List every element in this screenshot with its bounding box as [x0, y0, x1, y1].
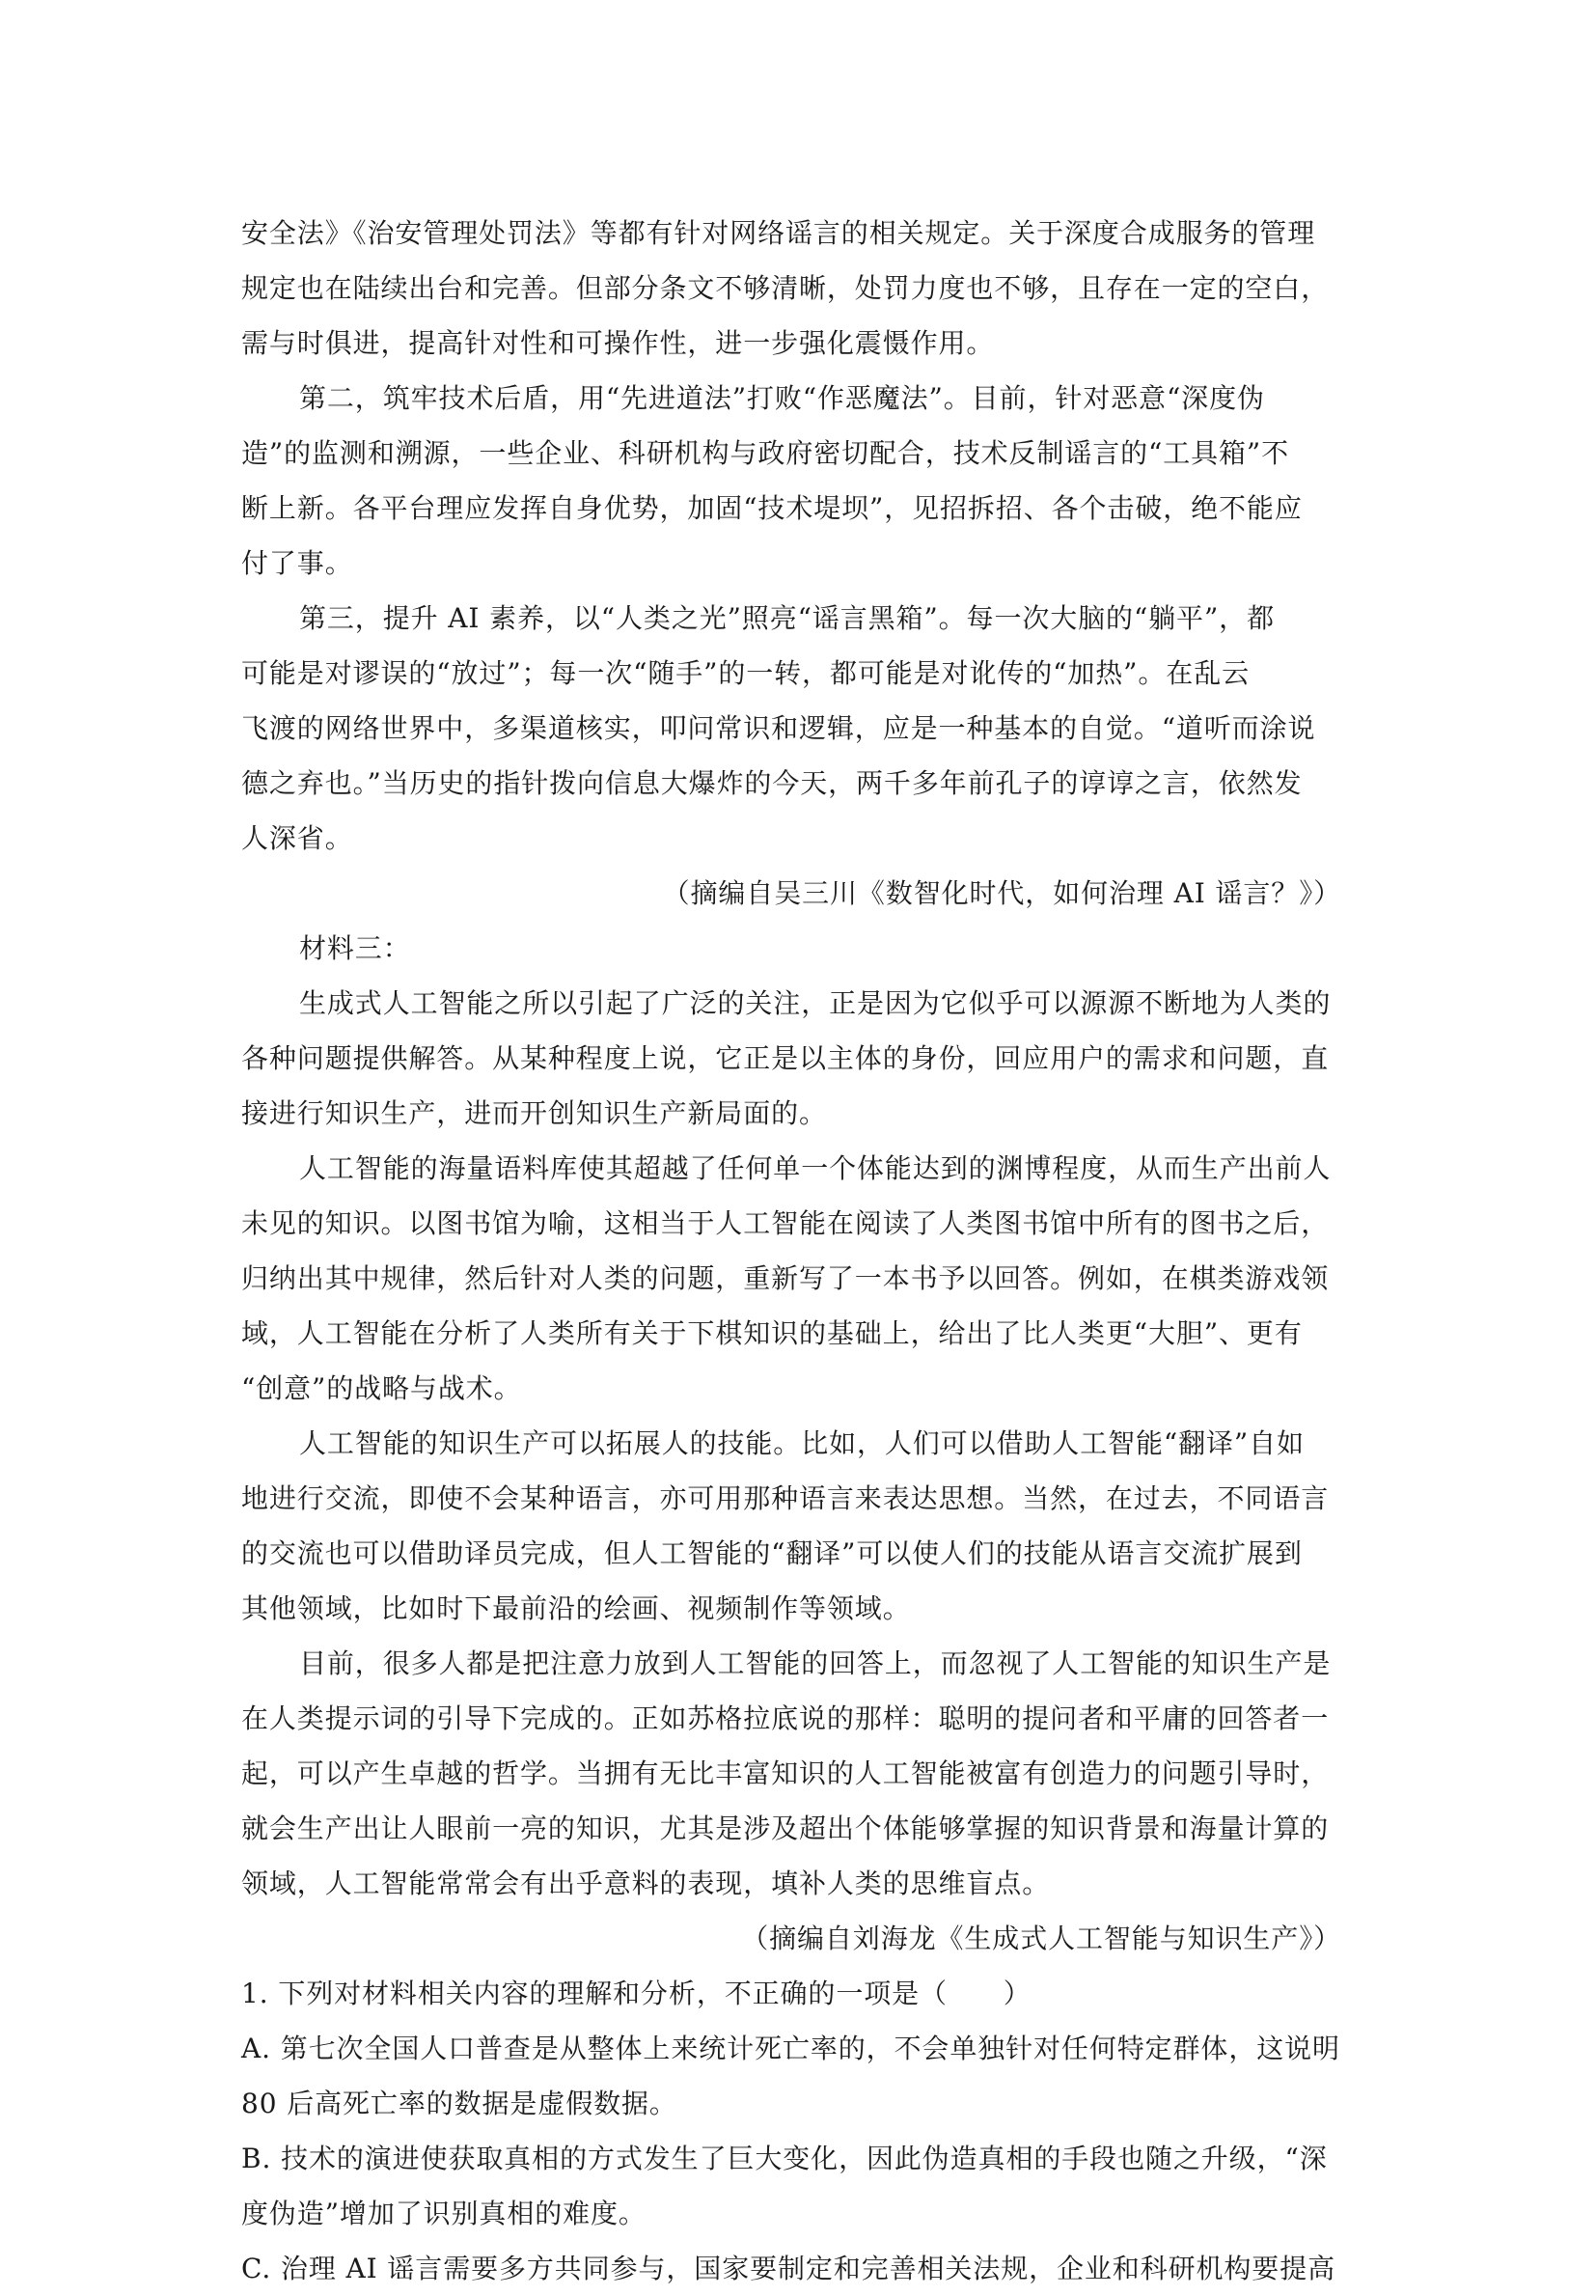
text-line: 规定也在陆续出台和完善。但部分条文不够清晰，处罚力度也不够，且存在一定的空白，: [241, 272, 1330, 304]
text-line: 可能是对谬误的“放过”；每一次“随手”的一转，都可能是对讹传的“加热”。在乱云: [241, 657, 1250, 689]
source-citation: （摘编自刘海龙《生成式人工智能与知识生产》）: [741, 1923, 1341, 1954]
text-line: 的交流也可以借助译员完成，但人工智能的“翻译”可以使人们的技能从语言交流扩展到: [241, 1537, 1303, 1569]
text-line: 归纳出其中规律，然后针对人类的问题，重新写了一本书予以回答。例如，在棋类游戏领: [241, 1262, 1330, 1294]
text-line: 起，可以产生卓越的哲学。当拥有无比丰富知识的人工智能被富有创造力的问题引导时，: [241, 1757, 1330, 1789]
text-line: 造”的监测和溯源，一些企业、科研机构与政府密切配合，技术反制谣言的“工具箱”不: [241, 437, 1290, 469]
text-line: 1. 下列对材料相关内容的理解和分析，不正确的一项是（ ）: [241, 1978, 1032, 2009]
text-line: 接进行知识生产，进而开创知识生产新局面的。: [241, 1097, 827, 1129]
text-line: 度伪造”增加了识别真相的难度。: [241, 2198, 647, 2229]
text-line: 其他领域，比如时下最前沿的绘画、视频制作等领域。: [241, 1592, 911, 1624]
text-line: 人工智能的海量语料库使其超越了任何单一个体能达到的渊博程度，从而生产出前人: [299, 1152, 1332, 1184]
text-line: B. 技术的演进使获取真相的方式发生了巨大变化，因此伪造真相的手段也随之升级，“深: [241, 2143, 1328, 2174]
text-line: 地进行交流，即使不会某种语言，亦可用那种语言来表达思想。当然，在过去，不同语言: [241, 1482, 1330, 1514]
text-line: 就会生产出让人眼前一亮的知识，尤其是涉及超出个体能够掌握的知识背景和海量计算的: [241, 1812, 1330, 1844]
text-line: 材料三：: [299, 932, 411, 964]
text-line: 域，人工智能在分析了人类所有关于下棋知识的基础上，给出了比人类更“大胆”、更有: [241, 1317, 1303, 1349]
text-line: 第三，提升 AI 素养，以“人类之光”照亮“谣言黑箱”。每一次大脑的“躺平”，都: [299, 602, 1275, 634]
text-line: 德之弃也。”当历史的指针拨向信息大爆炸的今天，两千多年前孔子的谆谆之言，依然发: [241, 767, 1303, 799]
text-line: 各种问题提供解答。从某种程度上说，它正是以主体的身份，回应用户的需求和问题，直: [241, 1042, 1330, 1074]
text-line: 付了事。: [241, 547, 353, 579]
text-line: 飞渡的网络世界中，多渠道核实，叩问常识和逻辑，应是一种基本的自觉。“道听而涂说: [241, 712, 1316, 744]
text-line: 人工智能的知识生产可以拓展人的技能。比如，人们可以借助人工智能“翻译”自如: [299, 1427, 1305, 1459]
text-line: 领域，人工智能常常会有出乎意料的表现，填补人类的思维盲点。: [241, 1867, 1051, 1899]
text-line: C. 治理 AI 谣言需要多方共同参与，国家要制定和完善相关法规，企业和科研机构要提高: [241, 2253, 1336, 2284]
source-citation: （摘编自吴三川《数智化时代，如何治理 AI 谣言？》）: [662, 877, 1341, 909]
text-line: 生成式人工智能之所以引起了广泛的关注，正是因为它似乎可以源源不断地为人类的: [299, 987, 1332, 1019]
text-line: 目前，很多人都是把注意力放到人工智能的回答上，而忽视了人工智能的知识生产是: [299, 1647, 1332, 1679]
document-page: [241, 206, 1361, 2296]
text-line: 需与时俱进，提高针对性和可操作性，进一步强化震慑作用。: [241, 327, 995, 359]
text-line: “创意”的战略与战术。: [241, 1372, 522, 1404]
text-line: 人深省。: [241, 822, 353, 854]
text-line: 在人类提示词的引导下完成的。正如苏格拉底说的那样：聪明的提问者和平庸的回答者一: [241, 1702, 1330, 1734]
text-line: 未见的知识。以图书馆为喻，这相当于人工智能在阅读了人类图书馆中所有的图书之后，: [241, 1207, 1330, 1239]
text-line: 第二，筑牢技术后盾，用“先进道法”打败“作恶魔法”。目前，针对恶意“深度伪: [299, 382, 1265, 414]
text-line: 80 后高死亡率的数据是虚假数据。: [241, 2088, 677, 2119]
text-line: A. 第七次全国人口普查是从整体上来统计死亡率的，不会单独针对任何特定群体，这说明: [241, 2033, 1340, 2064]
text-line: 安全法》《治安管理处罚法》等都有针对网络谣言的相关规定。关于深度合成服务的管理: [241, 217, 1316, 249]
text-line: 断上新。各平台理应发挥自身优势，加固“技术堤坝”，见招拆招、各个击破，绝不能应: [241, 492, 1303, 524]
